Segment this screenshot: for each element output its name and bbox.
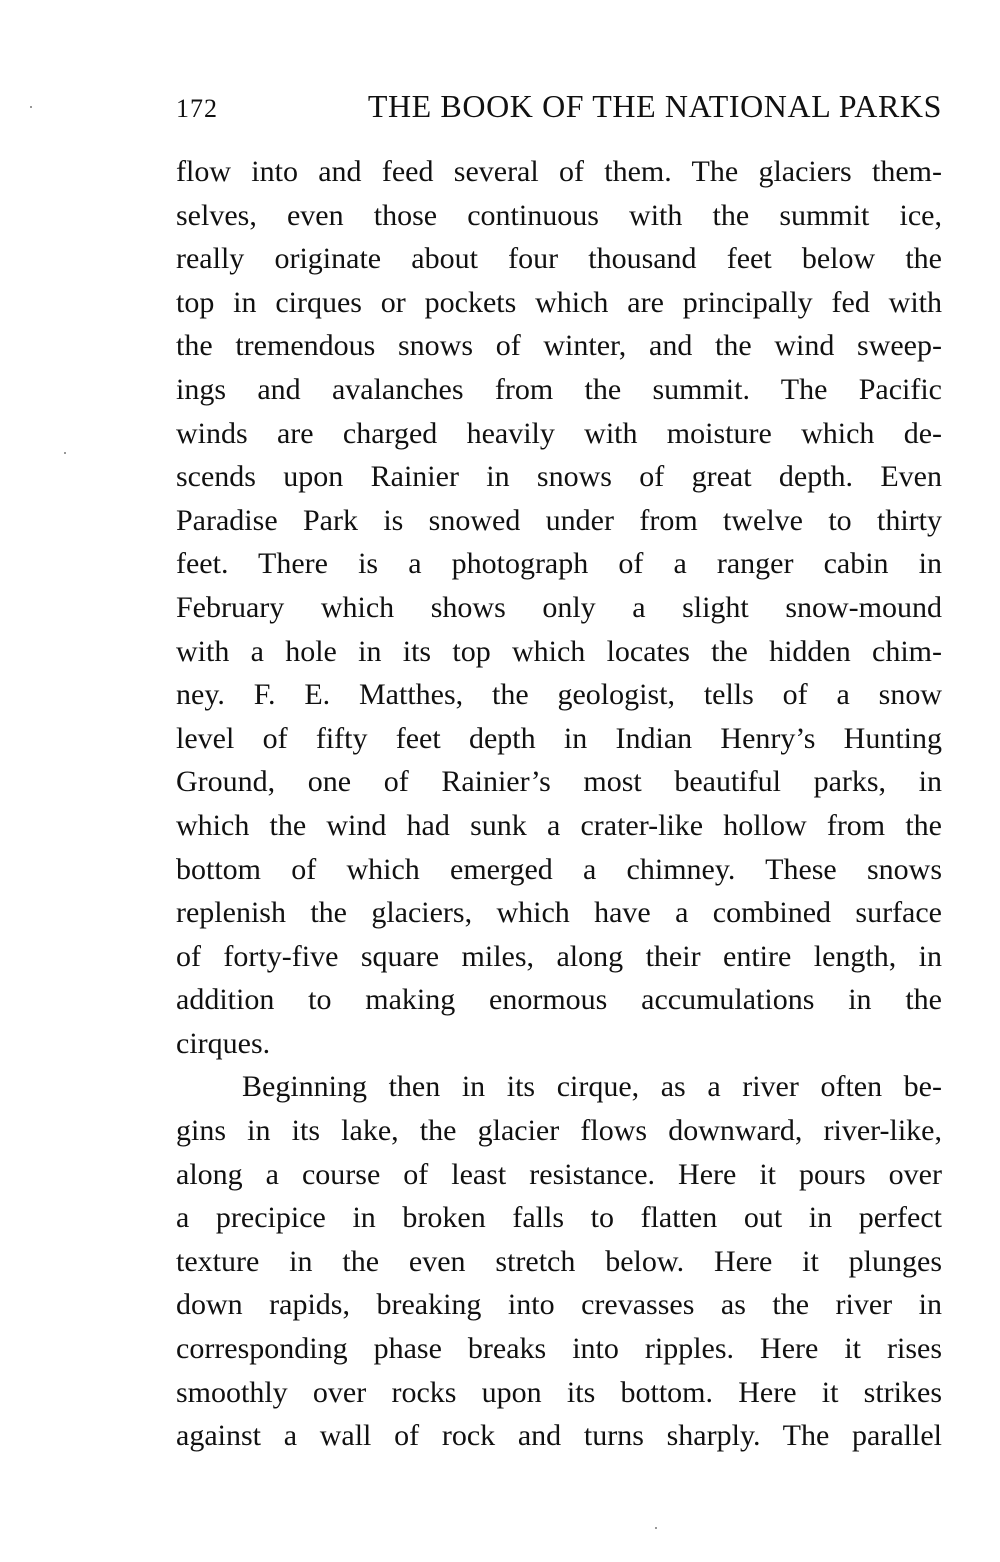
text-line: along a course of least resistance. Here it pours over bbox=[176, 1157, 942, 1191]
text-line: bottom of which emerged a chimney. These snows bbox=[176, 852, 942, 886]
page-number: 172 bbox=[176, 94, 218, 123]
scan-speck bbox=[655, 1527, 657, 1529]
text-line: February which shows only a slight snow-mound bbox=[176, 590, 942, 624]
text-line: smoothly over rocks upon its bottom. Here it strikes bbox=[176, 1375, 942, 1409]
paragraph-1 bbox=[176, 150, 942, 1065]
body-text bbox=[176, 150, 942, 1458]
text-line: which the wind had sunk a crater-like hollow from the bbox=[176, 808, 942, 842]
scan-speck bbox=[64, 452, 66, 454]
text-line: down rapids, breaking into crevasses as the river in bbox=[176, 1288, 942, 1322]
text-line: selves, even those continuous with the summit ice, bbox=[176, 198, 942, 232]
text-line: flow into and feed several of them. The glaciers them- bbox=[176, 155, 942, 188]
text-line: with a hole in its top which locates the hidden chim- bbox=[176, 634, 942, 668]
text-line: replenish the glaciers, which have a combined surface bbox=[176, 896, 942, 930]
text-line: corresponding phase breaks into ripples. Here it rises bbox=[176, 1332, 942, 1366]
text-line: ings and avalanches from the summit. The Pacific bbox=[176, 372, 942, 406]
text-line: scends upon Rainier in snows of great depth. Even bbox=[176, 460, 942, 494]
text-line: gins in its lake, the glacier flows downward, river-like, bbox=[176, 1114, 942, 1148]
text-line: Beginning then in its cirque, as a river often be- bbox=[242, 1070, 942, 1104]
text-line: feet. There is a photograph of a ranger cabin in bbox=[176, 547, 942, 581]
text-line: ney. F. E. Matthes, the geologist, tells of a snow bbox=[176, 678, 942, 712]
text-line: cirques. bbox=[176, 1026, 271, 1060]
text-line: really originate about four thousand feet below the bbox=[176, 242, 942, 276]
running-title: THE BOOK OF THE NATIONAL PARKS bbox=[367, 88, 942, 124]
text-line: the tremendous snows of winter, and the wind sweep- bbox=[176, 329, 942, 363]
text-line: Ground, one of Rainier’s most beautiful parks, in bbox=[176, 765, 942, 799]
text-line: top in cirques or pockets which are principally fed with bbox=[176, 285, 942, 319]
text-line: addition to making enormous accumulations in the bbox=[176, 983, 942, 1017]
running-header bbox=[176, 88, 942, 134]
text-line: against a wall of rock and turns sharply. The parallel bbox=[176, 1419, 942, 1453]
text-line: texture in the even stretch below. Here it plunges bbox=[176, 1244, 942, 1278]
text-line: level of fifty feet depth in Indian Henry’s Hunting bbox=[176, 721, 942, 755]
paragraph-2 bbox=[176, 1065, 942, 1457]
text-line: a precipice in broken falls to flatten out in perfect bbox=[176, 1201, 942, 1235]
text-line: winds are charged heavily with moisture which de- bbox=[176, 416, 942, 450]
text-line: Paradise Park is snowed under from twelve to thirty bbox=[176, 503, 942, 537]
text-line: of forty-five square miles, along their entire length, in bbox=[176, 939, 942, 973]
scan-speck bbox=[30, 106, 32, 108]
